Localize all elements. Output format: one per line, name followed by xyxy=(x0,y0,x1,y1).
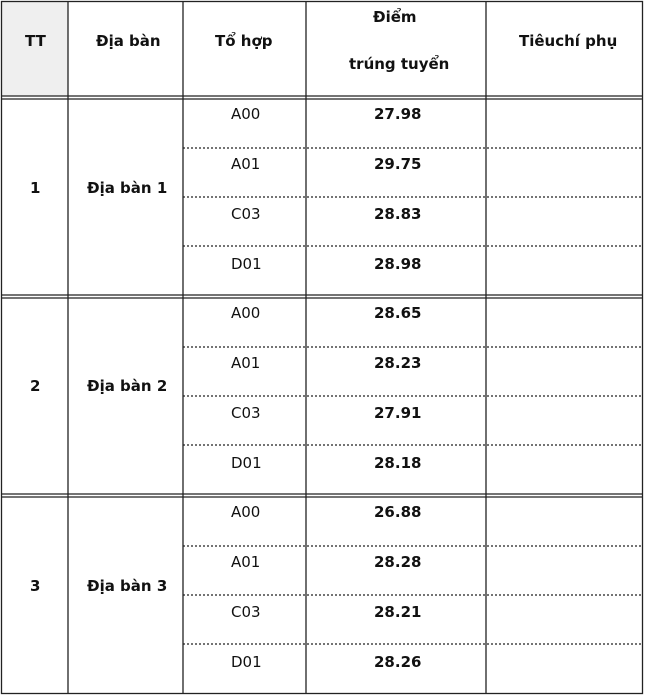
row-diem: 26.88 xyxy=(374,503,422,521)
row-to-hop: D01 xyxy=(231,653,262,671)
header-tt: TT xyxy=(25,32,46,50)
group-dia-ban: Địa bàn 2 xyxy=(87,377,168,395)
row-diem: 27.98 xyxy=(374,105,422,123)
row-diem: 28.23 xyxy=(374,354,422,372)
row-diem: 28.83 xyxy=(374,205,422,223)
group-tt: 1 xyxy=(30,179,41,197)
row-to-hop: A00 xyxy=(231,503,261,521)
header-tieu-chi-phu: Tiêuchí phụ xyxy=(519,32,618,50)
row-to-hop: C03 xyxy=(231,404,261,422)
header-dia-ban: Địa bàn xyxy=(96,32,161,50)
group-tt: 3 xyxy=(30,577,41,595)
row-to-hop: A01 xyxy=(231,354,261,372)
row-diem: 28.26 xyxy=(374,653,422,671)
row-diem: 28.28 xyxy=(374,553,422,571)
group-tt: 2 xyxy=(30,377,41,395)
row-diem: 29.75 xyxy=(374,155,422,173)
row-to-hop: A01 xyxy=(231,155,261,173)
row-diem: 28.65 xyxy=(374,304,422,322)
group-dia-ban: Địa bàn 3 xyxy=(87,577,168,595)
row-to-hop: C03 xyxy=(231,603,261,621)
row-diem: 27.91 xyxy=(374,404,422,422)
row-to-hop: D01 xyxy=(231,454,262,472)
row-to-hop: C03 xyxy=(231,205,261,223)
row-diem: 28.21 xyxy=(374,603,422,621)
row-to-hop: A00 xyxy=(231,304,261,322)
row-to-hop: A01 xyxy=(231,553,261,571)
row-to-hop: D01 xyxy=(231,255,262,273)
row-diem: 28.98 xyxy=(374,255,422,273)
header-diem-line1: Điểm xyxy=(373,8,417,26)
header-diem-line2: trúng tuyển xyxy=(349,55,450,73)
group-dia-ban: Địa bàn 1 xyxy=(87,179,168,197)
row-diem: 28.18 xyxy=(374,454,422,472)
header-to-hop: Tổ hợp xyxy=(215,32,273,50)
row-to-hop: A00 xyxy=(231,105,261,123)
